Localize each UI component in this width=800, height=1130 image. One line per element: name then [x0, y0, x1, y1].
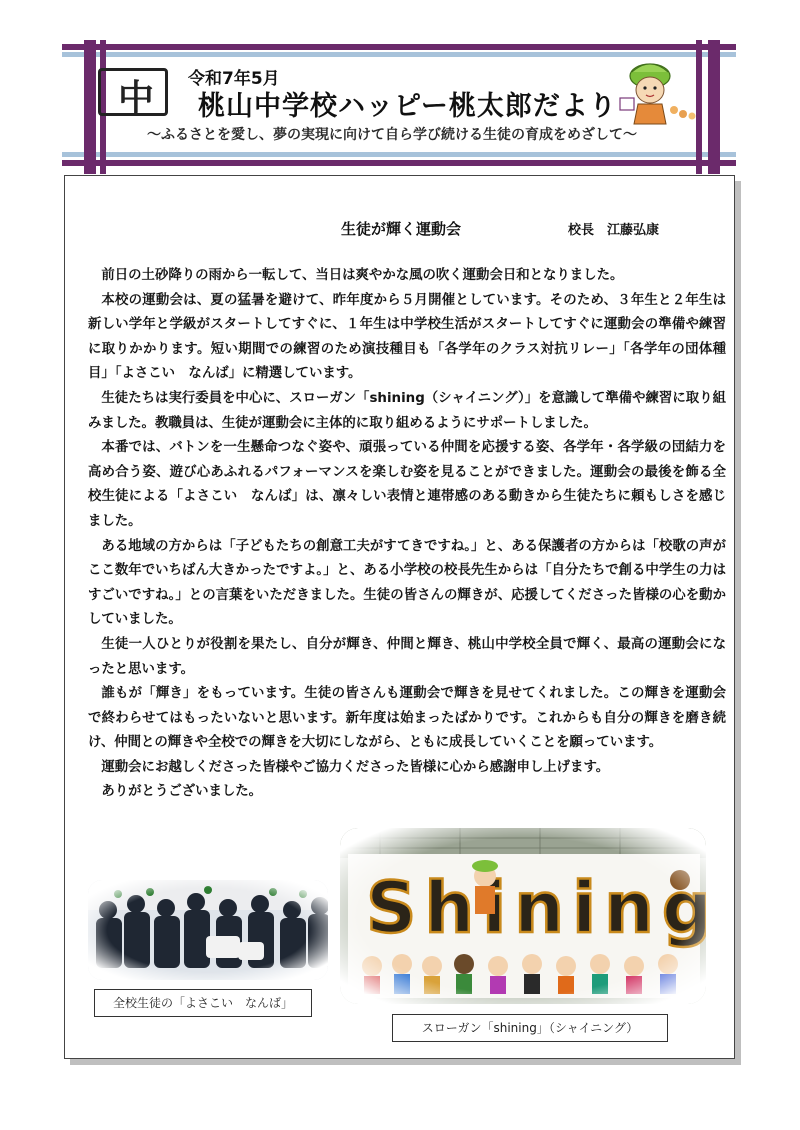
mascot-icon: [608, 58, 698, 128]
header-frame-top-inner: [62, 52, 736, 57]
paragraph: 生徒一人ひとりが役割を果たし、自分が輝き、仲間と輝き、桃山中学校全員で輝く、最高の運動会になったと思います。: [88, 636, 726, 677]
paragraph: 本校の運動会は、夏の猛暑を避けて、昨年度から５月開催としています。そのため、３年生と２年生は新しい学年と学級がスタートしてすぐに、１年生は中学校生活がスタートしてすぐに運動会の準備や練習に取りかかります。短い期間での練習のため演技種目も「各学年のクラス対抗リレー」「各学年の団体種目」「よさこい なんば」に精選しています。: [88, 292, 726, 382]
article-body: [88, 264, 726, 805]
header-frame-post: [708, 40, 720, 174]
shining-caption: スローガン「shining」（シャイニング）: [392, 1014, 668, 1042]
newsletter-title: 桃山中学校ハッピー桃太郎だより: [198, 91, 617, 122]
school-motto: ～ふるさとを愛し、夢の実現に向けて自ら学び続ける生徒の育成をめざして～: [147, 127, 637, 143]
issue-date: 令和7年5月: [188, 69, 280, 89]
article-author: 校長 江藤弘康: [568, 223, 660, 238]
paragraph: 生徒たちは実行委員を中心に、スローガン「shining（シャイニング）」を意識して準備や練習に取り組みました。教職員は、生徒が運動会に主体的に取り組めるようにサポートしました。: [88, 390, 726, 431]
header-frame-bottom: [62, 160, 736, 166]
yosakoi-photo: [88, 880, 328, 980]
paragraph: 運動会にお越しくださった皆様やご協力くださった皆様に心から感謝申し上げます。: [101, 759, 610, 775]
paragraph: 誰もが「輝き」をもっています。生徒の皆さんも運動会で輝きを見せてくれました。この輝きを運動会で終わらせてはもったいないと思います。新年度は始まったばかりです。これからも自分の輝きを磨き続け、仲間との輝きや全校での輝きを大切にしながら、ともに成長していくことを願っています。: [88, 686, 726, 751]
paragraph: ありがとうございました。: [101, 784, 263, 800]
header-frame-top: [62, 44, 736, 50]
yosakoi-caption: 全校生徒の「よさこい なんば」: [94, 989, 312, 1017]
school-logo: [98, 68, 170, 118]
header-frame-post: [84, 40, 96, 174]
school-logo-mark: 中: [117, 78, 150, 119]
header-frame-bottom-inner: [62, 152, 736, 157]
article-title: 生徒が輝く運動会: [341, 220, 462, 238]
paragraph: 前日の土砂降りの雨から一転して、当日は爽やかな風の吹く運動会日和となりました。: [101, 268, 624, 283]
paragraph: ある地域の方からは「子どもたちの創意工夫がすてきですね。」と、ある保護者の方からは「校歌の声がここ数年でいちばん大きかったですよ。」と、ある小学校の校長先生からは「自分たちで創る中学生の力はすごいですね。」との言葉をいただきました。生徒の皆さんの輝きが、応援してくださった皆様の心を動かしていました。: [88, 538, 726, 628]
shining-banner-photo: [340, 828, 706, 1004]
paragraph: 本番では、バトンを一生懸命つなぐ姿や、頑張っている仲間を応援する姿、各学年・各学級の団結力を高め合う姿、遊び心あふれるパフォーマンスを楽しむ姿を見ることができました。運動会の最後を飾る全校生徒による「よさこい なんば」は、凛々しい表情と連帯感のある動きから生徒たちに頼もしさを感じました。: [88, 440, 726, 529]
